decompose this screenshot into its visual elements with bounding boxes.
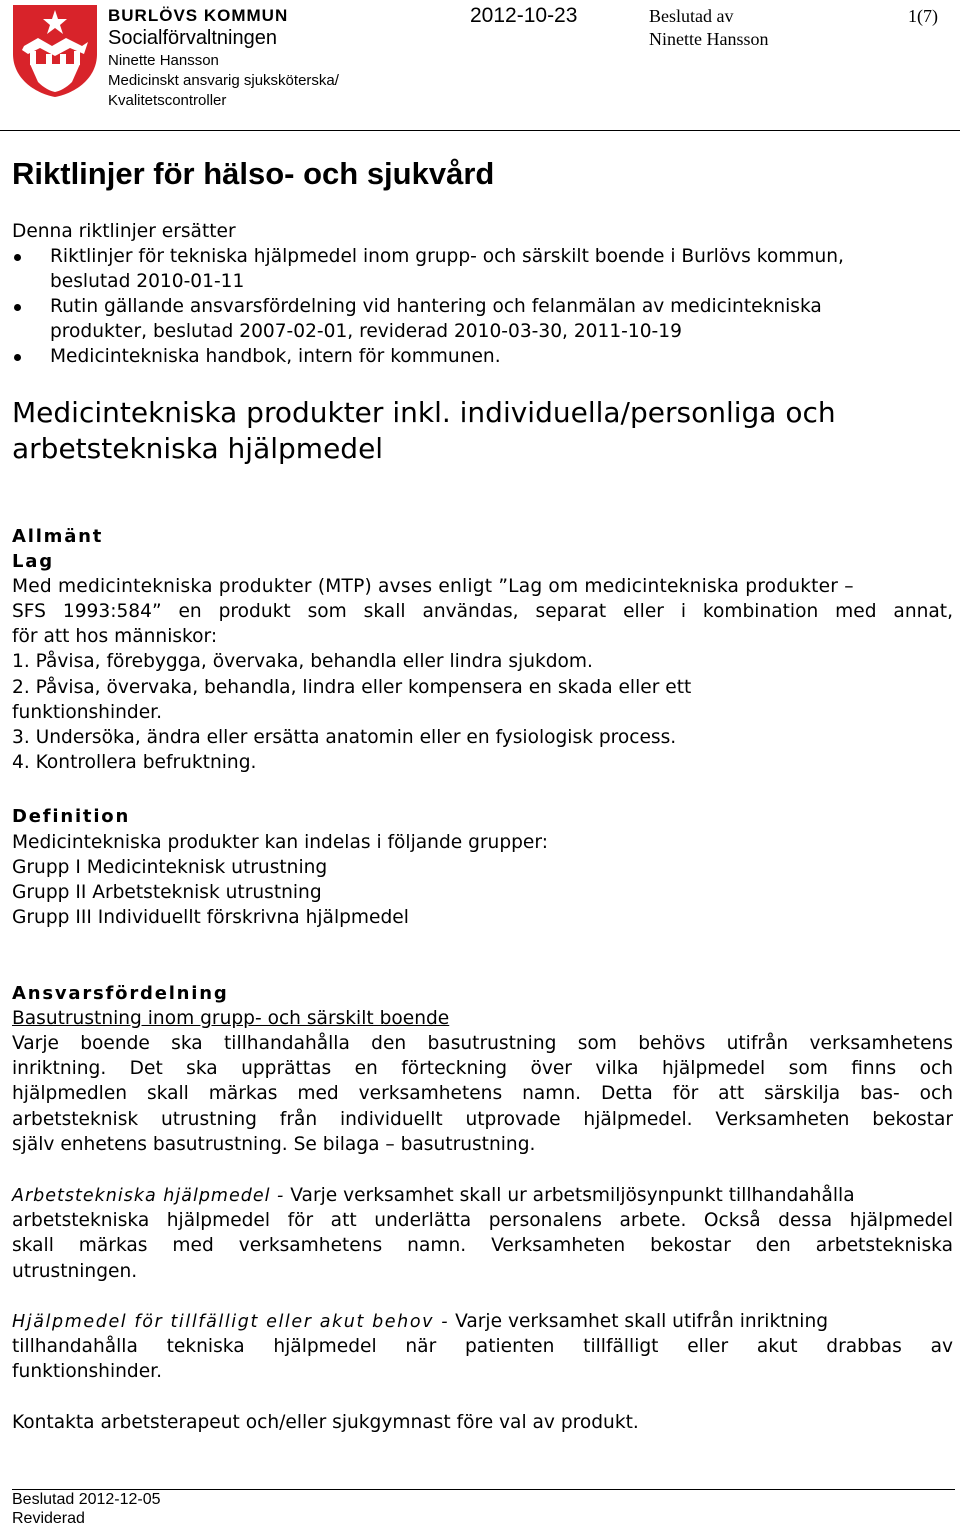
bullet-icon (14, 354, 21, 361)
section-subtitle-line-1: Medicintekniska produkter inkl. individuella/personliga och (12, 396, 836, 429)
replaces-item-2-line-2: produkter, beslutad 2007-02-01, reviderad 2010-03-30, 2011-10-19 (50, 321, 682, 342)
page-number: 1(7) (908, 6, 938, 26)
work-aids-line-4: utrustningen. (12, 1261, 138, 1282)
law-paragraph-line-3: för att hos människor: (12, 626, 218, 647)
law-list-item-2-line-2: funktionshinder. (12, 702, 163, 723)
law-heading: Lag (12, 551, 54, 572)
law-list-item-3: 3. Undersöka, ändra eller ersätta anatomin eller en fysiologisk process. (12, 727, 677, 748)
contact-note: Kontakta arbetsterapeut och/eller sjukgymnast före val av produkt. (12, 1412, 639, 1433)
author-name: Ninette Hansson (108, 52, 219, 69)
decided-by-name: Ninette Hansson (649, 29, 769, 49)
work-aids-term: Arbetstekniska hjälpmedel - (12, 1186, 285, 1206)
footer-revised: Reviderad (12, 1510, 85, 1527)
temporary-aids-line-1 (12, 1309, 953, 1335)
law-list-item-4: 4. Kontrollera befruktning. (12, 752, 257, 773)
definition-group-2: Grupp II Arbetsteknisk utrustning (12, 882, 322, 903)
definition-heading: Definition (12, 806, 131, 827)
bullet-icon (14, 254, 21, 261)
temporary-aids-line-3: funktionshinder. (12, 1361, 163, 1382)
section-subtitle-line-2: arbetstekniska hjälpmedel (12, 432, 384, 465)
general-heading: Allmänt (12, 526, 104, 547)
header-divider (0, 130, 960, 131)
footer-divider (12, 1489, 955, 1490)
replaces-intro: Denna riktlinjer ersätter (12, 221, 236, 242)
law-list-item-2-line-1: 2. Påvisa, övervaka, behandla, lindra eller kompensera en skada eller ett (12, 677, 692, 698)
definition-group-3: Grupp III Individuellt förskrivna hjälpmedel (12, 907, 409, 928)
basic-equipment-subheading: Basutrustning inom grupp- och särskilt boende (12, 1008, 450, 1029)
department-name: Socialförvaltningen (108, 27, 277, 49)
temporary-aids-term: Hjälpmedel för tillfälligt eller akut behov - (12, 1312, 450, 1332)
definition-intro: Medicintekniska produkter kan indelas i följande grupper: (12, 832, 548, 853)
definition-group-1: Grupp I Medicinteknisk utrustning (12, 857, 328, 878)
work-aids-line-3: skall märkas med verksamhetens namn. Verksamheten bekostar den arbetstekniska (12, 1235, 953, 1256)
law-paragraph-line-2: SFS 1993:584” en produkt som skall användas, separat eller i kombination med annat, (12, 601, 953, 622)
basic-equipment-line-1: Varje boende ska tillhandahålla den basutrustning som behövs utifrån verksamhetens (12, 1033, 953, 1054)
bullet-icon (14, 304, 21, 311)
document-title: Riktlinjer för hälso- och sjukvård (12, 156, 495, 191)
responsibility-heading: Ansvarsfördelning (12, 983, 229, 1004)
replaces-item-2-line-1: Rutin gällande ansvarsfördelning vid hantering och felanmälan av medicintekniska (50, 296, 822, 317)
replaces-item-1-line-1: Riktlinjer för tekniska hjälpmedel inom grupp- och särskilt boende i Burlövs kommun, (50, 246, 844, 267)
law-list-item-1: 1. Påvisa, förebygga, övervaka, behandla eller lindra sjukdom. (12, 651, 593, 672)
temporary-aids-text: Varje verksamhet skall utifrån inriktning (449, 1311, 829, 1332)
decided-by-label: Beslutad av (649, 6, 734, 26)
author-role-line-2: Kvalitetscontroller (108, 92, 227, 109)
temporary-aids-line-2: tillhandahålla tekniska hjälpmedel när patienten tillfälligt eller akut drabbas av (12, 1336, 953, 1357)
basic-equipment-line-2: inriktning. Det ska upprättas en förteckning över vilka hjälpmedel som finns och (12, 1058, 953, 1079)
basic-equipment-line-4: arbetsteknisk utrustning från individuellt utprovade hjälpmedel. Verksamheten bekostar (12, 1109, 953, 1130)
work-aids-line-2: arbetstekniska hjälpmedel för att underlätta personalens arbete. Också dessa hjälpmedel (12, 1210, 953, 1231)
document-date: 2012-10-23 (470, 4, 578, 27)
municipality-coat-of-arms-logo (10, 2, 100, 98)
replaces-item-3: Medicintekniska handbok, intern för kommunen. (50, 346, 501, 367)
law-paragraph-line-1: Med medicintekniska produkter (MTP) avses enligt ”Lag om medicintekniska produkter – (12, 576, 854, 597)
basic-equipment-line-3: hjälpmedlen skall märkas med verksamhetens namn. Detta för att särskilja bas- och (12, 1083, 953, 1104)
work-aids-text: Varje verksamhet skall ur arbetsmiljösynpunkt tillhandahålla (284, 1185, 855, 1206)
footer-decided: Beslutad 2012-12-05 (12, 1491, 161, 1508)
replaces-item-1-line-2: beslutad 2010-01-11 (50, 271, 245, 292)
organization-name: BURLÖVS KOMMUN (108, 6, 289, 25)
work-aids-line-1 (12, 1183, 953, 1209)
author-role-line-1: Medicinskt ansvarig sjuksköterska/ (108, 72, 339, 89)
basic-equipment-line-5: själv enhetens basutrustning. Se bilaga – basutrustning. (12, 1134, 536, 1155)
